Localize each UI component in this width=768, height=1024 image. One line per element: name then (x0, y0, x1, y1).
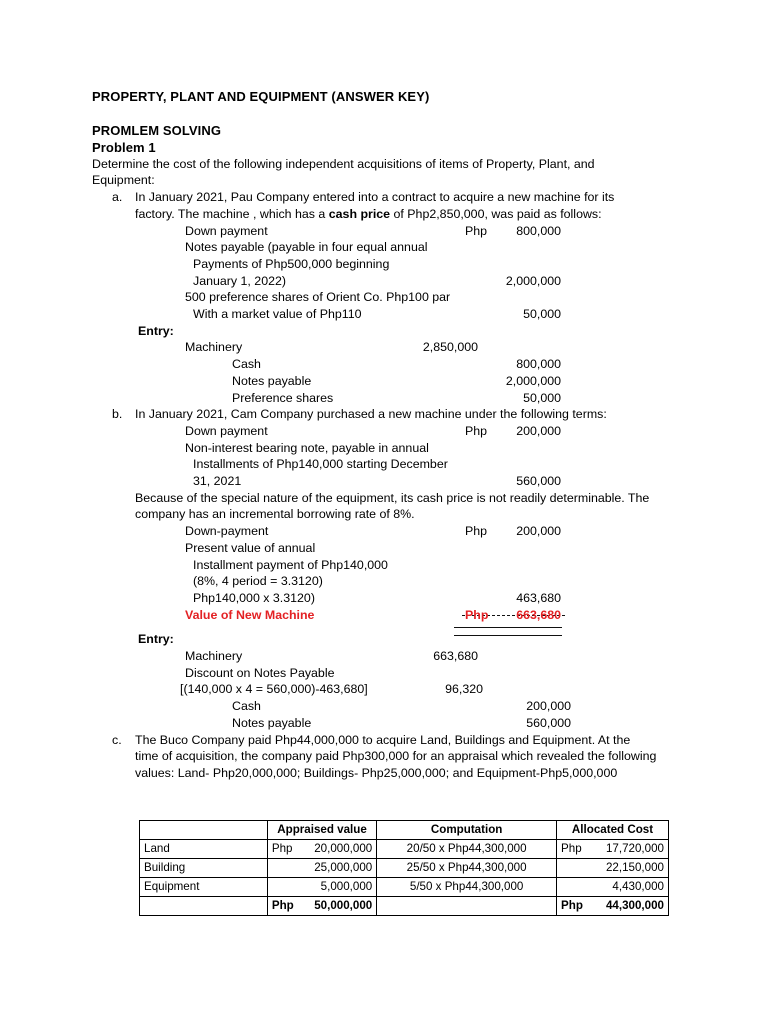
a-row-0 (92, 223, 676, 240)
b-entry-row-2-debit: 96,320 (445, 682, 483, 697)
list-marker-c: c. (112, 732, 122, 747)
a-row-5-amount: 50,000 (523, 307, 561, 322)
b-entry-row-2 (92, 681, 676, 698)
total-allocated-currency: Php (561, 898, 583, 912)
b-row-3-label: 31, 2021 (193, 474, 242, 489)
b-entry-row-1 (92, 665, 676, 682)
a-entry-row-0 (92, 339, 676, 356)
table-row (140, 859, 669, 878)
b-total-amount: 663,680 (516, 607, 561, 622)
row-0-allocated-currency: Php (561, 841, 582, 855)
b-row-0-amount: 200,000 (516, 423, 561, 438)
b-row2-2 (92, 557, 676, 574)
item-a-text-2 (92, 206, 676, 223)
a-row-0-label: Down payment (185, 223, 268, 238)
total-appraised-value: 50,000,000 (314, 898, 373, 912)
b-row-0 (92, 423, 676, 440)
list-marker-b: b. (112, 407, 123, 422)
a-row-5 (92, 306, 676, 323)
a-row-2 (92, 256, 676, 273)
b-row2-4-label: Php140,000 x 3.3120) (193, 590, 315, 605)
row-0-appraised (267, 840, 376, 859)
a-row-5-label: With a market value of Php110 (193, 307, 362, 322)
b-entry-row-3-credit: 200,000 (526, 699, 571, 714)
a-row-3 (92, 273, 676, 290)
item-a-bold-phrase: cash price (328, 206, 391, 221)
spacer (92, 105, 676, 122)
row-0-computation: 20/50 x Php44,300,000 (377, 840, 557, 859)
row-1-allocated: 22,150,000 (557, 859, 669, 878)
b-total-label: Value of New Machine (185, 607, 315, 622)
row-2-allocated: 4,430,000 (557, 878, 669, 897)
a-row-2-label: Payments of Php500,000 beginning (193, 256, 390, 271)
b-row2-0-amount: 200,000 (516, 524, 561, 539)
a-entry-row-0-account: Machinery (185, 340, 243, 355)
b-row2-0 (92, 523, 676, 540)
row-0-label: Land (140, 840, 268, 859)
th-allocated: Allocated Cost (557, 821, 669, 840)
b-row2-1 (92, 540, 676, 557)
row-1-appraised: 25,000,000 (267, 859, 376, 878)
b-row2-0-currency: Php (465, 524, 488, 539)
b-note-line-2: company has an incremental borrowing rate of 8%. (135, 507, 415, 522)
allocation-table (139, 820, 669, 916)
table-total-row (140, 897, 669, 916)
b-entry-row-1-account: Discount on Notes Payable (185, 665, 335, 680)
table-row (140, 840, 669, 859)
item-b-text-1: In January 2021, Cam Company purchased a new machine under the following terms: (135, 407, 607, 422)
row-2-computation: 5/50 x Php44,300,000 (377, 878, 557, 897)
a-entry-row-3-credit: 50,000 (523, 390, 561, 405)
b-row-2-label: Installments of Php140,000 starting December (193, 457, 448, 472)
list-marker-a: a. (112, 190, 123, 205)
b-row-1 (92, 440, 676, 457)
list-item-c (92, 732, 676, 749)
item-a-text-1: In January 2021, Pau Company entered into a contract to acquire a new machine for its (135, 190, 615, 205)
total-allocated-value: 44,300,000 (605, 898, 664, 912)
b-total-currency: Php (465, 607, 489, 622)
row-0-allocated-value: 17,720,000 (605, 841, 664, 855)
th-blank (140, 821, 268, 840)
a-row-0-currency: Php (465, 223, 488, 238)
b-row-3-amount: 560,000 (516, 474, 561, 489)
a-row-3-amount: 2,000,000 (505, 273, 561, 288)
b-row2-2-label: Installment payment of Php140,000 (193, 557, 388, 572)
a-entry-row-2-account: Notes payable (232, 373, 312, 388)
document-body (92, 88, 676, 782)
b-total-row (92, 607, 676, 624)
b-row2-0-label: Down-payment (185, 524, 269, 539)
b-row2-4 (92, 590, 676, 607)
section-heading: PROMLEM SOLVING (92, 122, 222, 138)
page-title: PROPERTY, PLANT AND EQUIPMENT (ANSWER KEY) (92, 89, 430, 104)
a-entry-row-3-account: Preference shares (232, 390, 334, 405)
item-a-text-2b: of Php2,850,000, was paid as follows: (390, 206, 602, 221)
row-1-label: Building (140, 859, 268, 878)
a-row-4 (92, 289, 676, 306)
b-row2-3 (92, 573, 676, 590)
b-row-2 (92, 456, 676, 473)
row-1-computation: 25/50 x Php44,300,000 (377, 859, 557, 878)
b-entry-row-4-account: Notes payable (232, 715, 312, 730)
row-0-appraised-value: 20,000,000 (314, 841, 373, 855)
table-header-row (140, 821, 669, 840)
list-item-b (92, 406, 676, 423)
total-label (140, 897, 268, 916)
row-0-appraised-currency: Php (271, 841, 293, 855)
a-row-4-label: 500 preference shares of Orient Co. Php100 par (185, 290, 451, 305)
item-c-text-2: time of acquisition, the company paid Php300,000 for an appraisal which revealed the following (135, 749, 657, 764)
total-computation (377, 897, 557, 916)
item-a-text-2a: factory. The machine , which has a (135, 206, 329, 221)
row-0-allocated (557, 840, 669, 859)
b-entry-label: Entry: (138, 632, 174, 647)
problem-heading: Problem 1 (92, 139, 156, 155)
a-row-3-label: January 1, 2022) (193, 273, 286, 288)
b-entry-row-4-credit: 560,000 (526, 715, 571, 730)
b-entry-row-0-debit: 663,680 (433, 649, 478, 664)
b-entry-row-3 (92, 698, 676, 715)
a-entry-row-1-credit: 800,000 (516, 357, 561, 372)
row-2-appraised: 5,000,000 (267, 878, 376, 897)
intro-line-1: Determine the cost of the following independent acquisitions of items of Property, Plant, and (92, 156, 595, 171)
a-row-0-amount: 800,000 (516, 223, 561, 238)
b-row-0-currency: Php (465, 423, 488, 438)
a-row-1 (92, 239, 676, 256)
b-row2-1-label: Present value of annual (185, 540, 316, 555)
a-entry-row-2-credit: 2,000,000 (505, 373, 561, 388)
th-computation: Computation (377, 821, 557, 840)
th-appraised: Appraised value (267, 821, 376, 840)
a-entry-row-1 (92, 356, 676, 373)
a-entry-label: Entry: (138, 323, 174, 338)
b-entry-row-2-account: [(140,000 x 4 = 560,000)-463,680] (180, 682, 368, 697)
total-allocated (557, 897, 669, 916)
a-row-1-label: Notes payable (payable in four equal annual (185, 240, 428, 255)
b-row-3 (92, 473, 676, 490)
b-row2-4-amount: 463,680 (516, 590, 561, 605)
row-2-label: Equipment (140, 878, 268, 897)
item-c-text-3: values: Land- Php20,000,000; Buildings- Php25,000,000; and Equipment-Php5,000,000 (135, 766, 618, 780)
a-entry-row-3 (92, 390, 676, 407)
spacer (92, 623, 676, 631)
b-row2-3-label: (8%, 4 period = 3.3120) (193, 574, 323, 589)
b-note-line-1: Because of the special nature of the equipment, its cash price is not readily determinable. The (135, 490, 650, 505)
intro-line-2: Equipment: (92, 173, 155, 188)
total-appraised (267, 897, 376, 916)
allocation-table-wrapper (139, 820, 669, 916)
b-row-1-label: Non-interest bearing note, payable in annual (185, 440, 429, 455)
b-entry-row-0 (92, 648, 676, 665)
total-appraised-currency: Php (271, 898, 294, 912)
b-entry-row-0-account: Machinery (185, 649, 243, 664)
a-entry-row-0-debit: 2,850,000 (422, 340, 478, 355)
a-entry-row-1-account: Cash (232, 357, 261, 372)
b-entry-row-3-account: Cash (232, 699, 261, 714)
b-entry-row-4 (92, 715, 676, 732)
table-row (140, 878, 669, 897)
b-row-0-label: Down payment (185, 423, 268, 438)
a-entry-row-2 (92, 373, 676, 390)
list-item-a (92, 189, 676, 206)
item-c-text-1: The Buco Company paid Php44,000,000 to acquire Land, Buildings and Equipment. At the (135, 732, 631, 747)
